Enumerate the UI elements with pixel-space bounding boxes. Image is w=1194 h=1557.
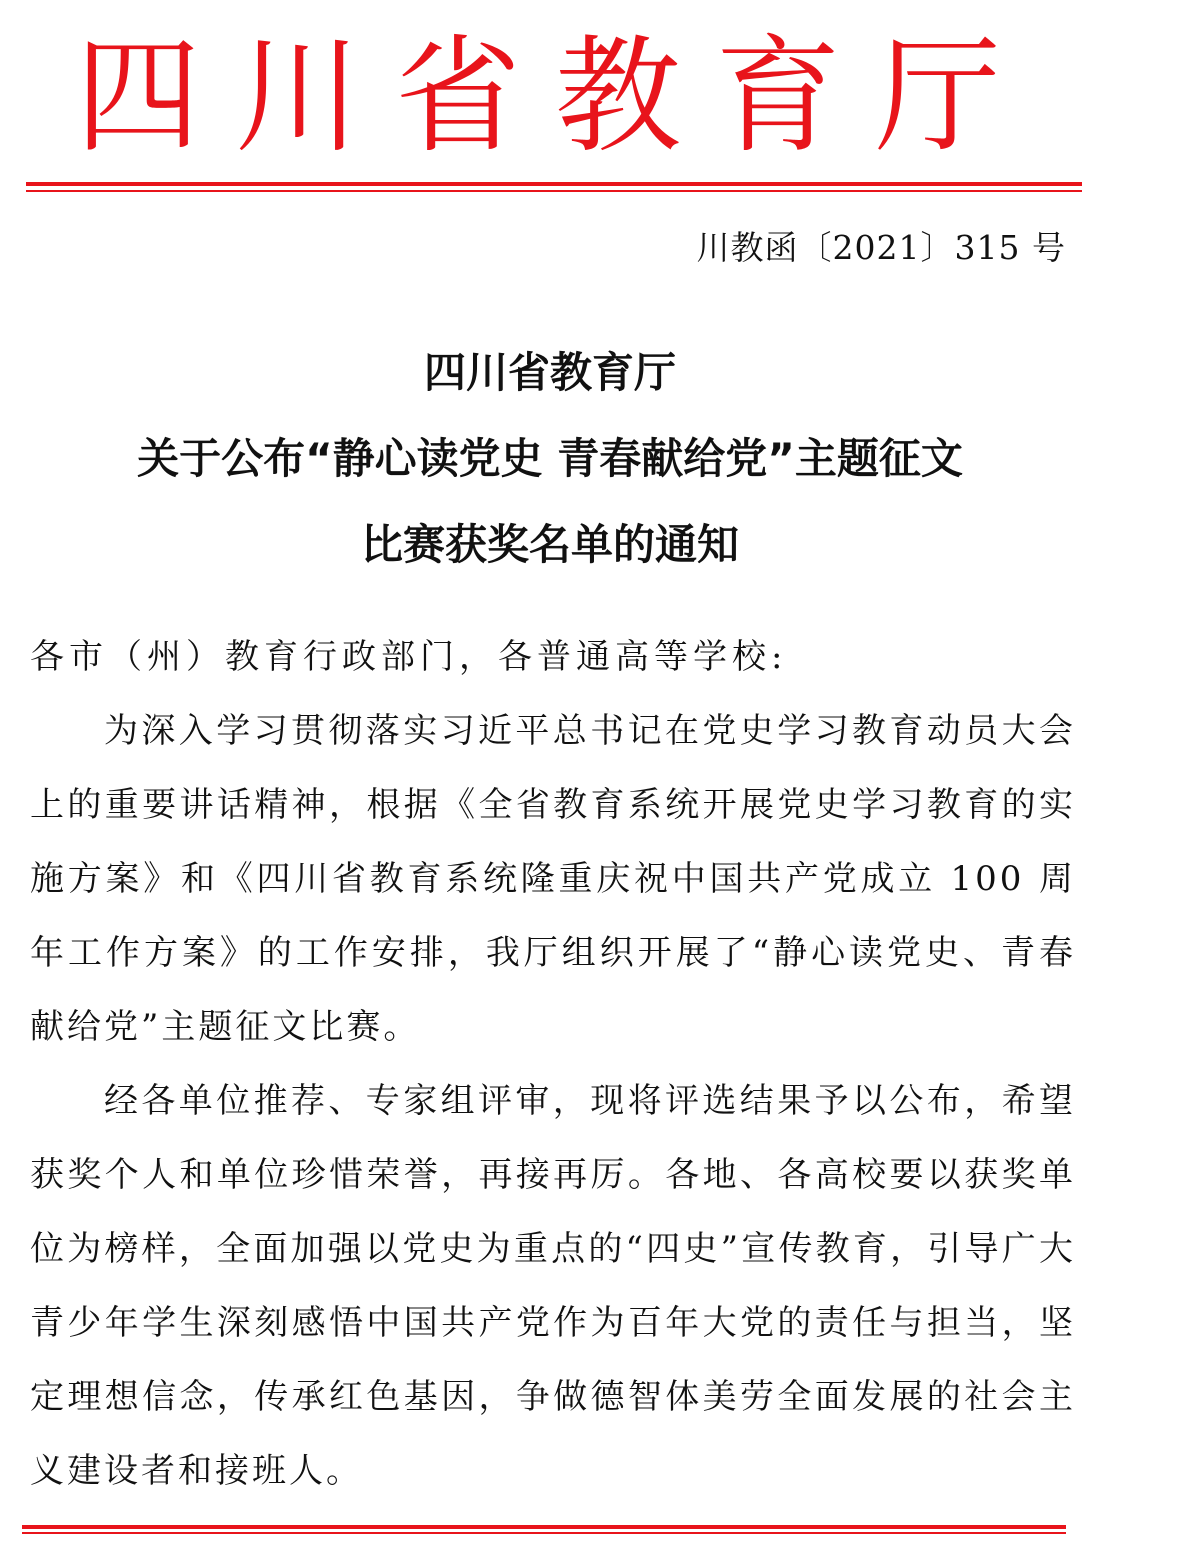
- body-paragraph-2: 经各单位推荐、专家组评审，现将评选结果予以公布，希望获奖个人和单位珍惜荣誉，再接再厉。各地、各高校要以获奖单位为榜样，全面加强以党史为重点的“四史”宣传教育，引导广大青少年学生深刻感悟中国共产党作为百年大党的责任与担当，坚定理想信念，传承红色基因，争做德智体美劳全面发展的社会主义建设者和接班人。: [30, 1081, 1076, 1491]
- document-body: [30, 620, 1076, 1508]
- title-line-1: 四川省教育厅: [423, 348, 676, 397]
- masthead-issuer: 四川省教育厅: [75, 23, 1035, 170]
- masthead-rule-thick: [26, 182, 1082, 186]
- document-title: [0, 330, 1100, 588]
- document-number: 川教函〔2021〕315 号: [696, 228, 1066, 267]
- title-line-2: 关于公布“静心读党史 青春献给党”主题征文: [137, 434, 963, 483]
- body-paragraph-1: 为深入学习贯彻落实习近平总书记在党史学习教育动员大会上的重要讲话精神，根据《全省教育系统开展党史学习教育的实施方案》和《四川省教育系统隆重庆祝中国共产党成立 100 周年工作方案》的工作安排，我厅组织开展了“静心读党史、青春献给党”主题征文比赛。: [30, 711, 1076, 1047]
- footer-rule-thick: [22, 1525, 1066, 1529]
- masthead-rule-thin: [26, 190, 1082, 192]
- salutation: 各市（州）教育行政部门，各普通高等学校:: [30, 637, 788, 677]
- title-line-3: 比赛获奖名单的通知: [360, 520, 739, 569]
- footer-rule-thin: [22, 1532, 1066, 1534]
